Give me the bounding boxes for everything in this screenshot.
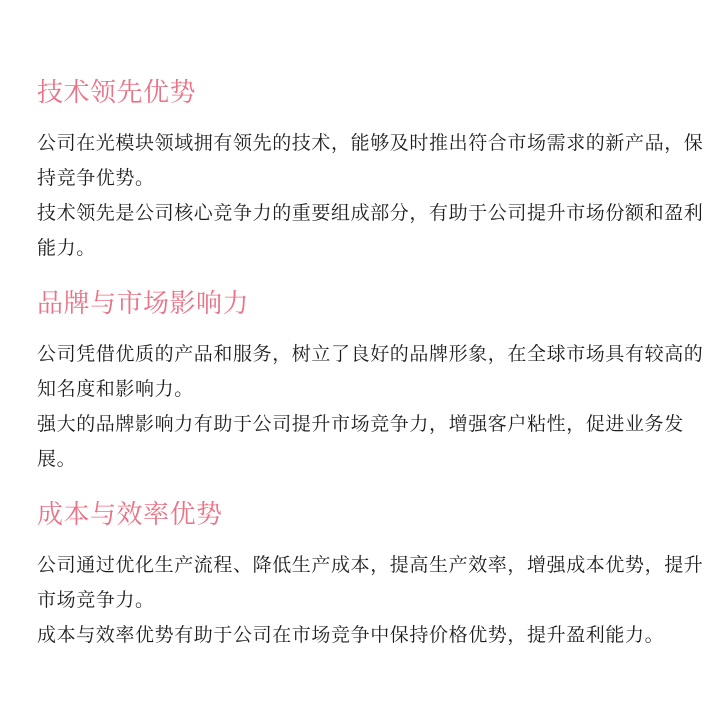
document-body (37, 74, 717, 653)
paragraph: 技术领先是公司核心竞争力的重要组成部分，有助于公司提升市场份额和盈利能力。 (37, 202, 704, 259)
section-heading: 技术领先优势 (37, 78, 197, 108)
paragraph: 公司凭借优质的产品和服务，树立了良好的品牌形象，在全球市场具有较高的知名度和影响力。 (37, 343, 704, 400)
section-brand-influence (37, 285, 717, 496)
paragraph: 公司通过优化生产流程、降低生产成本，提高生产效率，增强成本优势，提升市场竞争力。 (37, 554, 704, 611)
paragraph: 强大的品牌影响力有助于公司提升市场竞争力，增强客户粘性，促进业务发展。 (37, 413, 684, 470)
section-cost-efficiency (37, 496, 717, 653)
section-heading: 品牌与市场影响力 (37, 289, 250, 319)
section-tech-advantage (37, 74, 717, 285)
paragraph: 公司在光模块领域拥有领先的技术，能够及时推出符合市场需求的新产品，保持竞争优势。 (37, 132, 704, 189)
paragraph: 成本与效率优势有助于公司在市场竞争中保持价格优势，提升盈利能力。 (37, 624, 665, 646)
section-heading: 成本与效率优势 (37, 500, 223, 530)
